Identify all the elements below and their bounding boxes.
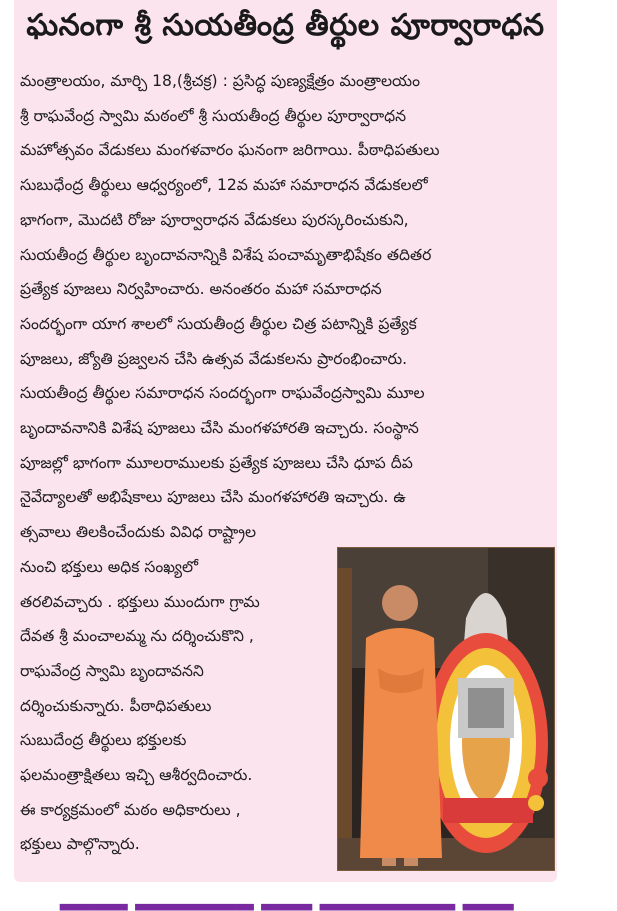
body-line: దర్శించుకున్నారు. పీఠాధిపతులు bbox=[20, 696, 212, 715]
body-line: పూజలు, జ్యోతి ప్రజ్వలన చేసి ఉత్సవ వేడుకలను ప్రారంభించారు. bbox=[20, 349, 408, 368]
body-line: సుయతీంద్ర తీర్థుల బృందావనాన్నికి విశేష పంచామృతాభిషేకం తదితర bbox=[20, 245, 432, 264]
body-line: నుంచి భక్తులు అధిక సంఖ్యలో bbox=[20, 557, 199, 576]
headline: ఘనంగా శ్రీ సుయతీంద్ర తీర్థుల పూర్వారాధన bbox=[26, 8, 545, 43]
body-line: పూజల్లో భాగంగా మూలరాములకు ప్రత్యేక పూజలు చేసి ధూప దీప bbox=[20, 453, 413, 472]
body-line: నైవేద్యాలతో అభిషేకాలు పూజలు చేసి మంగళహారతి ఇచ్చారు. ఉ bbox=[20, 488, 406, 507]
body-line: సుయతీంద్ర తీర్థుల సమారాధన సందర్భంగా రాఘవేంద్రస్వామి మూల bbox=[20, 384, 425, 403]
body-line: శ్రీ రాఘవేంద్ర స్వామి మఠంలో శ్రీ సుయతీంద్ర తీర్థుల పూర్వారాధన bbox=[20, 106, 407, 125]
body-line: మహోత్సవం వేడుకలు మంగళవారం ఘనంగా జరిగాయి. పీఠాధిపతులు bbox=[20, 141, 440, 160]
body-line: ఫలమంత్రాక్షితలు ఇచ్చి ఆశీర్వదించారు. bbox=[20, 766, 253, 785]
person-robe bbox=[360, 628, 442, 858]
body-line: రాఘవేంద్ర స్వామి బృందావనని bbox=[20, 661, 204, 680]
body-line: సుబుధేంద్ర తీర్థులు ఆధ్వర్యంలో, 12వ మహా సమారాధన వేడుకలలో bbox=[20, 176, 428, 195]
body-line: దేవత శ్రీ మంచాలమ్మ ను దర్శించుకొని , bbox=[20, 627, 254, 646]
body-line: సందర్భంగా యాగ శాలలో సుయతీంద్ర తీర్థుల చిత్ర పటాన్నికి ప్రత్యేక bbox=[20, 314, 417, 333]
person-head bbox=[382, 585, 418, 621]
body-line: తరలివచ్చారు . భక్తులు ముందుగా గ్రామ bbox=[20, 592, 260, 611]
body-line: ఈ కార్యక్రమంలో మఠం అధికారులు , bbox=[20, 800, 241, 819]
body-line: త్సవాలు తిలకించేందుకు వివిధ రాష్ట్రాల bbox=[20, 523, 257, 542]
photo-illustration bbox=[338, 548, 554, 870]
body-line: బృందావనానికి విశేష పూజలు చేసి మంగళహారతి ఇచ్చారు. సంస్థాన bbox=[20, 419, 419, 438]
body-line: భక్తులు పాల్గొన్నారు. bbox=[20, 835, 140, 854]
body-line: మంత్రాలయం, మార్చి 18,(శ్రీచక్ర) : ప్రసిద్ధ పుణ్యక్షేత్రం మంత్రాలయం bbox=[20, 72, 420, 90]
body-line: భాగంగా, మొదటి రోజు పూర్వారాధన వేడుకలు పురస్కరించుకుని, bbox=[20, 210, 409, 229]
next-headline-fragment: ▂▂▂▂ ▂▂▂▂▂▂▂ ▂▂▂ ▂▂▂▂▂▂▂▂ ▂▂▂ bbox=[60, 886, 514, 911]
news-clipping bbox=[14, 0, 557, 882]
body-line: ప్రత్యేక పూజలు నిర్వహించారు. అనంతరం మహా సమారాధన bbox=[20, 280, 382, 299]
news-photo bbox=[337, 547, 555, 871]
body-line: సుబుదేంద్ర తీర్థులు భక్తులకు bbox=[20, 731, 187, 750]
